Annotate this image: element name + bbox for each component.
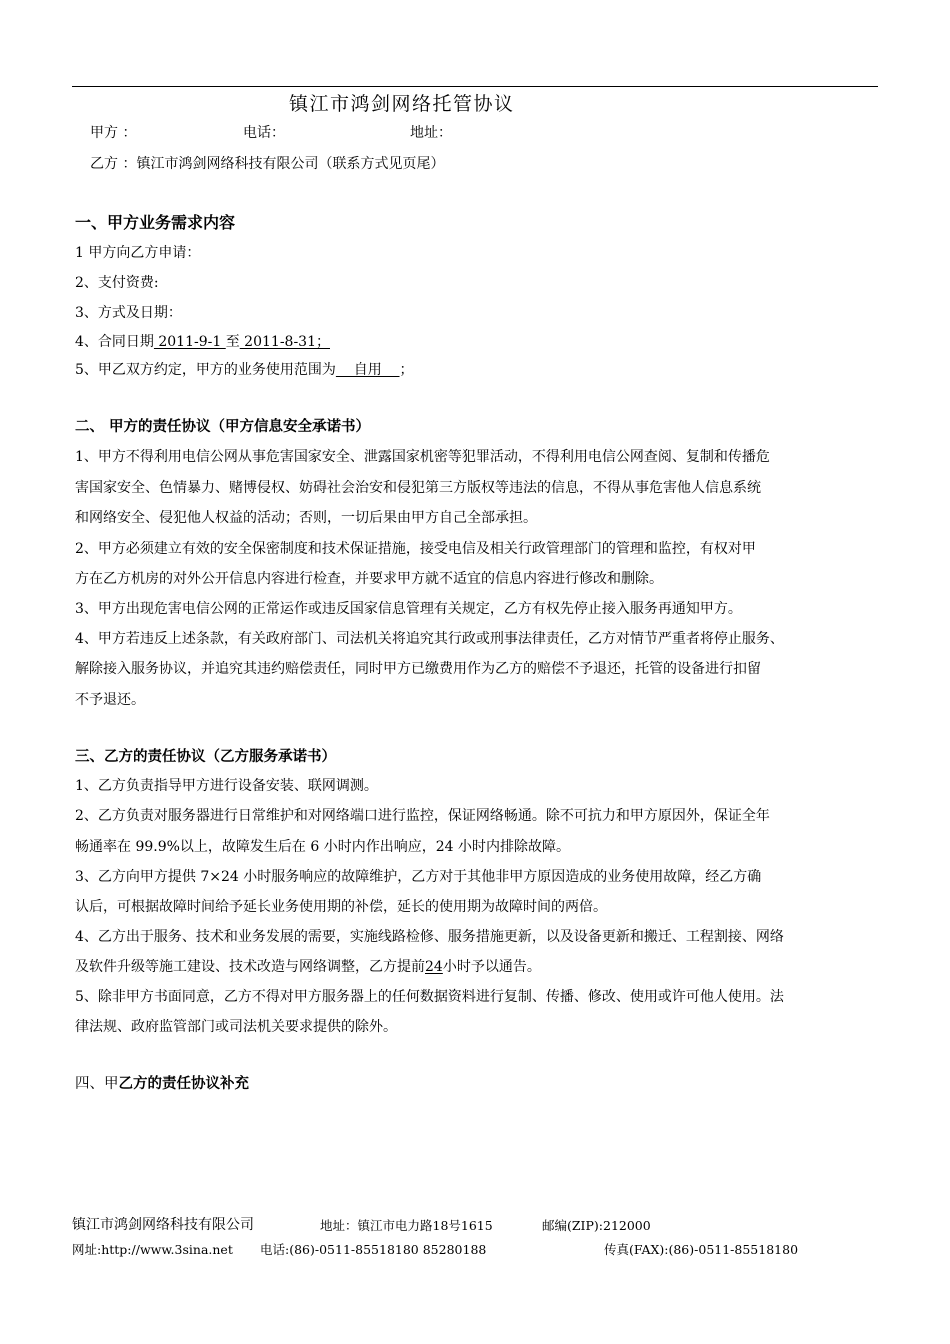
notice-prefix: 及软件升级等施工建设、技术改造与网络调整，乙方提前 [75, 959, 425, 975]
section3-line: 认后，可根据故障时间给予延长业务使用期的补偿，延长的使用期为故障时间的两倍。 [75, 899, 607, 915]
usage-scope-suffix: ； [399, 362, 414, 378]
document-title: 镇江市鸿剑网络托管协议 [289, 93, 515, 115]
contract-end-date: 2011-8-31； [239, 334, 330, 350]
party-a-label: 甲方 ： [90, 125, 137, 141]
party-a-address-label: 地址： [410, 125, 452, 141]
usage-scope-label: 5、甲乙双方约定，甲方的业务使用范围为 [75, 362, 336, 378]
section1-item1: 1 甲方向乙方申请： [75, 245, 201, 261]
footer-fax: 传真(FAX):(86)-0511-85518180 [604, 1242, 799, 1257]
section3-line [75, 956, 541, 976]
section2-line: 不予退还。 [75, 692, 145, 708]
party-a-phone-label: 电话： [243, 125, 285, 141]
section1-item4 [75, 331, 330, 351]
section3-heading: 三、乙方的责任协议（乙方服务承诺书） [75, 749, 336, 765]
section3-line: 3、乙方向甲方提供 7×24 小时服务响应的故障维护，乙方对于其他非甲方原因造成的业务使用故障，经乙方确 [75, 869, 762, 885]
footer-address: 地址：镇江市电力路18号1615 [320, 1218, 493, 1233]
section3-line: 4、乙方出于服务、技术和业务发展的需要，实施线路检修、服务措施更新，以及设备更新和搬迁、工程割接、网络 [75, 929, 784, 945]
section2-line: 和网络安全、侵犯他人权益的活动；否则，一切后果由甲方自己全部承担。 [75, 510, 537, 526]
section2-line: 解除接入服务协议，并追究其违约赔偿责任，同时甲方已缴费用作为乙方的赔偿不予退还，托管的设备进行扣留 [75, 661, 761, 677]
section4-heading-rest: 乙方的责任协议补充 [118, 1076, 249, 1092]
contract-start-date: 2011-9-1 [153, 334, 226, 350]
contract-date-to: 至 [225, 334, 240, 350]
section2-line: 方在乙方机房的对外公开信息内容进行检查，并要求甲方就不适宜的信息内容进行修改和删除。 [75, 571, 663, 587]
notice-hours-value: 24 [425, 959, 443, 975]
section1-item2: 2、支付资费: [75, 275, 159, 291]
section2-line: 害国家安全、色情暴力、赌博侵权、妨碍社会治安和侵犯第三方版权等违法的信息，不得从事危害他人信息系统 [75, 480, 761, 496]
section3-line: 律法规、政府监管部门或司法机关要求提供的除外。 [75, 1019, 397, 1035]
section4-heading-prefix: 四、甲 [75, 1076, 119, 1092]
footer-website: 网址:http://www.3sina.net [72, 1242, 233, 1257]
section2-line: 4、甲方若违反上述条款，有关政府部门、司法机关将追究其行政或刑事法律责任，乙方对情节严重者将停止服务、 [75, 631, 784, 647]
footer-phone: 电话:(86)-0511-85518180 85280188 [260, 1242, 487, 1257]
contract-date-label: 4、合同日期 [75, 334, 154, 350]
section1-item5 [75, 359, 414, 379]
section3-line: 2、乙方负责对服务器进行日常维护和对网络端口进行监控，保证网络畅通。除不可抗力和甲方原因外，保证全年 [75, 808, 770, 824]
header-rule [72, 86, 878, 87]
section2-line: 2、甲方必须建立有效的安全保密制度和技术保证措施，接受电信及相关行政管理部门的管理和监控，有权对甲 [75, 541, 756, 557]
section1-item3: 3、方式及日期： [75, 305, 182, 321]
section2-line: 1、甲方不得利用电信公网从事危害国家安全、泄露国家机密等犯罪活动，不得利用电信公网查阅、复制和传播危 [75, 449, 770, 465]
section2-line: 3、甲方出现危害电信公网的正常运作或违反国家信息管理有关规定，乙方有权先停止接入服务再通知甲方。 [75, 601, 742, 617]
footer-zip: 邮编(ZIP):212000 [542, 1218, 651, 1233]
section4-heading [75, 1072, 249, 1093]
section1-heading: 一、甲方业务需求内容 [75, 213, 236, 232]
footer-company: 镇江市鸿剑网络科技有限公司 [72, 1217, 254, 1233]
section3-line: 5、除非甲方书面同意，乙方不得对甲方服务器上的任何数据资料进行复制、传播、修改、使用或许可他人使用。法 [75, 989, 784, 1005]
section3-line: 1、乙方负责指导甲方进行设备安装、联网调测。 [75, 778, 378, 794]
section2-heading: 二、 甲方的责任协议（甲方信息安全承诺书） [75, 419, 371, 435]
usage-scope-value: 自用 [335, 362, 400, 378]
section3-line: 畅通率在 99.9%以上，故障发生后在 6 小时内作出响应，24 小时内排除故障。 [75, 839, 570, 855]
party-b-line: 乙方 ：镇江市鸿剑网络科技有限公司（联系方式见页尾） [90, 156, 445, 172]
notice-suffix: 小时予以通告。 [442, 959, 541, 975]
